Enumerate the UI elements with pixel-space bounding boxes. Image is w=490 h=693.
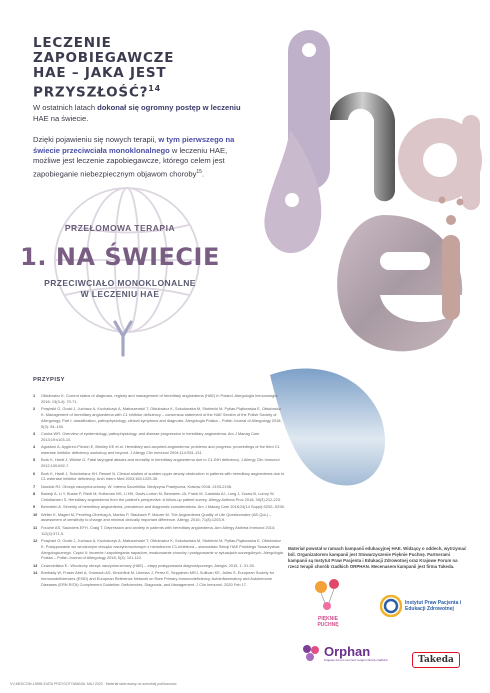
reference-item: 11 Fouche AS, Saunders EFH, Craig T. Depression and anxiety in patients with hereditary angioedema. Ann Allergy Asthma Immunol 2014; 112(4):371-5.: [33, 524, 276, 536]
page-title: LECZENIE ZAPOBIEGAWCZE HAE – JAKA JEST PRZYSZŁOŚĆ?$^{14}$: [33, 35, 175, 101]
letter-a: [398, 115, 482, 210]
campaign-info: Materiał powstał w ramach kampanii edukacyjnej HAE. Widzący o oddech, wytrzymać ból. Organizatorem kampanii jest Stowarzyszenie Pięknie Puchnę. Partnerami kampanii są Instytut Praw Pacjenta i Edukacji Zdrowotnej oraz Krajowe Forum na rzecz terapii chorób rzadkich ORPHAN. Mecenasem kampanii jest firma Takeda.: [288, 546, 467, 569]
badge-headline: 1. NA ŚWIECIE: [20, 243, 220, 271]
badge-label: PRZEŁOMOWA TERAPIA: [64, 223, 176, 233]
reference-item: 13 Czarnobilska E.: Wrodzony obrzęk naczynioruchowy (HAE) – etapy postępowania diagnostycznego, Alergia, 2015, 1: 31-35.: [33, 562, 255, 568]
reference-item: 7 Nowicki RJ. Obrzęk naczynioruchowy. W: Interna Szczeklika. Medycyna Praktyczna, Kraków 2018: 2193-2198.: [33, 483, 233, 489]
logo-instytut: Instytut Praw Pacjenta i Edukacji Zdrowotnej: [380, 595, 475, 617]
reference-item: 5 Bork K, Hardt J, Witzke G. Fatal laryngeal attacks and mortality in hereditary angioedema due to C1-INH deficiency. J Allergy Clin Immunol 2012;130:692-7.: [33, 457, 280, 469]
reference-item: 1 Obtułowicz K. Current status of diagnosis, registry and management of hereditary angioedema (HAE) in Poland. Alergologia Immunologia 2016; 13(3-4): 70-71.: [33, 393, 278, 404]
logo-takeda: Takeda: [412, 652, 460, 668]
letter-l-with-dots: [439, 197, 464, 321]
droplet-sky: [270, 368, 385, 485]
references-heading: PRZYPISY: [33, 377, 65, 383]
footer-code: VV-MEDCOM-19555 /DATA PRZYGOTOWANIA: MAJ 2020 · Materiał skierowany do szerokiej publiczności: [10, 682, 177, 686]
logo-piekne-puchne: PIĘKNIE PUCHNĘ: [308, 578, 348, 628]
reference-item: 4 Agostoni A, Aygören-Pürsün E, Binkley KE et al. Hereditary and acquired angioedema: problems and progress: proceedings of the third C1 esterase inhibitor deficiency workshop and beyond. J Allergy Clin Immunol 2004;114:S51-131.: [33, 444, 280, 455]
instytut-logo-icon: [380, 595, 402, 617]
balloon-icon: [311, 578, 345, 612]
intro-paragraph-1: W ostatnich latach dokonał się ogromny postęp w leczeniu HAE na świecie.: [33, 103, 241, 123]
reference-item: 14 Bredlady W, Fraser Abel A, Grumach AS, Kirschfink M, Litzman J, Perez E, Seppänen MRJ, Sullivan KE, Jolles S. European Society for Immunodeficiencies (ESID) and European Reference Network on Rare Primary Immunodeficiency, Autoinflammatory and Autoimmune Diseases (ERN RITA) Complement Guideline: Deficiencies, Diagnosis, and Management. J Clin Immunol. 2020 Feb 17.: [33, 570, 275, 587]
references-list: [33, 393, 285, 589]
orphan-logo-icon: [300, 642, 322, 664]
antibody-icon: [112, 319, 134, 359]
reference-item: 12 Porębski G, Gocki J, Juchacz A, Kuchalczyk A, Matuszewski T, Obtułowicz K, Sokołowska M, Stobiecki M, Pytlas-Piątkowska E, Obtułowicz K. Postępowanie we wrodzonym obrzęku naczynioruchowym z niedoborem C1-inhibitora – stanowisko Sekcji HAE Polskiego Towarzystwa Alergologicznego. Część II: leczenie i zapobieganie napadom, ewaluowanie choroby i postępowanie w sytuacjach szczególnych. Alergologia Polska – Polish Journal of Allergology 2018; 5(3): 101-110.: [33, 538, 283, 561]
badge-subtitle: PRZECIWCIAŁO MONOKLONALNE W LECZENIU HAE: [44, 278, 196, 299]
reference-item: 8 Banerji A, Li Y, Busse P, Riedl M, Holtzman NS, Li HH, Davis-Lorton M, Bernstein JA, Frank M, Castaldo AJ, Long J, Zuraw B, Lumry W, Christiansen S. Hereditary angioedema from the patient's perspective: A follow-up patient survey. Allergy Asthma Proc 2018; 39(3):212-223.: [33, 491, 282, 502]
reference-item: 9 Bernstein A. Severity of hereditary angioedema, prevalence and diagnostic considerations. Am J Manag Care 2018;24(14 Suppl):S292–S298.: [33, 504, 285, 510]
reference-item: 10 Weller K, Magerl M, Peveling-Oberhag A, Martus P, Staubach P, Maurer M. The Angioedema Quality of Life Questionnaire (AE-QoL) – assessment of sensitivity to change and minimal clinically important difference. Allergy. 2016; 71(8):1203-9.: [33, 511, 272, 523]
intro-paragraph-2: Dzięki pojawieniu się nowych terapii, w tym pierwszego na świecie przeciwciała monoklonalnego w leczeniu HAE, możliwe jest leczenie zapobiegawcze, którego celem jest zapobieganie niebezpiecznym objawom choroby$^{15}$.: [33, 135, 235, 179]
logo-orphan: Orphan Krajowe Forum na rzecz terapii chorób rzadkich: [300, 642, 388, 664]
reference-item: 2 Porębski G, Gocki J, Juchacz A, Kuchalczyk A, Matuszewski T, Obtułowicz K, Sokołowska M, Stobiecki M, Pytlas-Piątkowska E, Obtułowicz K. Management of hereditary angioedema with C1 inhibitor deficiency – consensus statement of the HAE Section of the Polish Society of Allergology. Part I: classification, pathophysiology, clinical symptoms and diagnosis. Alergologia Polska – Polish Journal of Allergology 2018; 5(3): 94–100.: [33, 406, 282, 429]
reference-item: 3 Cunha WR. Overview of epidemiology, pathophysiology, and disease progression in hereditary angioedema. Am J Manag Care 2013;19:s103-10.: [33, 430, 260, 442]
reference-item: 6 Bork K, Hardt J, Schicketanz KH, Ressel N. Clinical studies of sudden upper airway obstruction in patients with hereditary angioedema due to C1 esterase inhibitor deficiency. Arch Intern Med 2003;163:1229-35.: [33, 470, 285, 482]
